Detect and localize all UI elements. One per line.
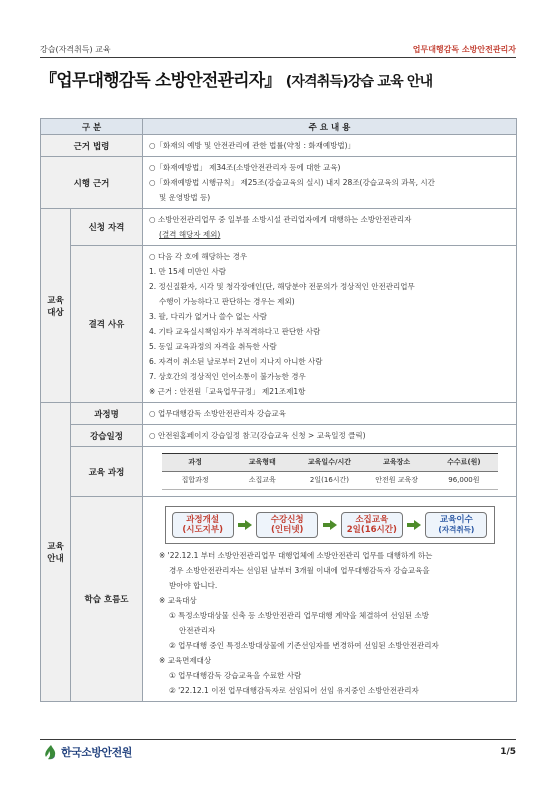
flow-target-title: ※ 교육대상 [159, 596, 197, 605]
flow-exempt-item: ② '22.12.1 이전 업무대행감독자로 선임되어 선임 유지중인 소방안전관리자 [169, 686, 419, 695]
header-content: 주 요 내 용 [143, 119, 517, 135]
flow-note-line: 경우 소방안전관리자는 선임된 날부터 3개월 이내에 업무대행감독자 강습교육을 [169, 566, 430, 575]
course-cell-value: 집합과정 [162, 472, 229, 490]
arrow-right-icon [238, 520, 252, 530]
flow-target-item: 안전관리자 [179, 626, 216, 635]
label-education-target [41, 209, 71, 403]
course-header-cell: 교육형태 [229, 454, 296, 472]
enforcement-line: 및 운영방법 등) [159, 193, 211, 202]
label-line: 안내 [47, 554, 64, 564]
title-sub: (자격취득)강습 교육 안내 [285, 74, 433, 90]
flow-step-subtitle: (자격취득) [438, 525, 475, 534]
disqualification-intro: ○ 다음 각 호에 해당하는 경우 [149, 252, 248, 261]
flow-step-course-open [172, 512, 234, 538]
row-disqualification [41, 246, 517, 403]
course-name-text: ○ 업무대행감독 소방안전관리자 강습교육 [143, 403, 517, 425]
row-course [41, 447, 517, 497]
disqualification-item: 1. 만 15세 미만인 사람 [149, 267, 226, 276]
table-header-row [41, 119, 517, 135]
enforcement-line: ○「화재예방법 시행규칙」 제25조(강습교육의 실시) 내지 28조(강습교육의 과목, 시간 [149, 178, 435, 187]
footer-divider [40, 739, 516, 740]
disqualification-item: 3. 팔, 다리가 없거나 쓸수 없는 사람 [149, 312, 268, 321]
row-basis-law [41, 135, 517, 157]
label-disqualification: 결격 사유 [71, 246, 143, 403]
qualification-cell [143, 209, 517, 246]
label-course: 교육 과정 [71, 447, 143, 497]
flow-step-subtitle: 2일(16시간) [346, 525, 397, 535]
flow-step-subtitle: (인터넷) [271, 525, 304, 535]
label-learning-flow: 학습 흐름도 [71, 497, 143, 702]
header-category: 구 분 [41, 119, 143, 135]
row-enforcement [41, 157, 517, 209]
disqualification-note: ※ 근거 : 안전원「교육업무규정」 제21조제1항 [149, 387, 306, 396]
schedule-text: ○ 안전원홈페이지 강습일정 참고(강습교육 신청 > 교육일정 클릭) [143, 425, 517, 447]
label-schedule: 강습일정 [71, 425, 143, 447]
arrow-right-icon [407, 520, 421, 530]
flow-step-title: 교육이수 [439, 515, 473, 525]
row-course-name [41, 403, 517, 425]
flow-exempt-title: ※ 교육면제대상 [159, 656, 212, 665]
disqualification-cell [143, 246, 517, 403]
enforcement-line: ○「화재예방법」 제34조(소방안전관리자 등에 대한 교육) [149, 163, 341, 172]
course-table-row [162, 472, 498, 490]
flow-step-completion [425, 512, 487, 538]
disqualification-item: 2. 정신질환자, 시각 및 청각장애인(단, 해당분야 전문의가 정상적인 안전관리업무 [149, 282, 415, 291]
disqualification-item: 수행이 가능하다고 판단하는 경우는 제외) [159, 297, 295, 306]
flow-exempt-item: ① 업무대행감독 강습교육을 수료한 사람 [169, 671, 302, 680]
course-header-cell: 수수료(원) [430, 454, 497, 472]
course-table [162, 453, 498, 490]
course-cell-value: 소집교육 [229, 472, 296, 490]
disqualification-item: 7. 상호간의 정상적인 언어소통이 불가능한 경우 [149, 372, 306, 381]
flow-step-title: 과정개설 [186, 515, 220, 525]
label-basis-law: 근거 법령 [41, 135, 143, 157]
flow-target-item: ① 특정소방대상물 신축 등 소방안전관리 업무대행 계약을 체결하여 선임된 소방 [169, 611, 430, 620]
header-left-text: 강습(자격취득) 교육 [40, 45, 111, 54]
disqualification-item: 4. 기타 교육실시책임자가 부적격하다고 판단한 사람 [149, 327, 321, 336]
flow-note-line: 받아야 합니다. [169, 581, 218, 590]
overview-table [40, 118, 517, 702]
course-cell-value: 2일(16시간) [296, 472, 363, 490]
disqualification-item: 5. 동일 교육과정의 자격을 취득한 사람 [149, 342, 277, 351]
label-line: 교육 [47, 542, 64, 552]
basis-law-text: ○「화재의 예방 및 안전관리에 관한 법률(약칭 : 화재예방법)」 [143, 135, 517, 157]
course-cell-value: 안전원 교육장 [363, 472, 430, 490]
page-number: 1/5 [500, 747, 516, 757]
qualification-line: (결격 해당자 제외) [159, 230, 221, 239]
document-title [40, 66, 516, 91]
enforcement-cell [143, 157, 517, 209]
disqualification-item: 6. 자격이 취소된 날로부터 2년이 지나지 아니한 사람 [149, 357, 323, 366]
learning-flow-diagram [165, 506, 495, 544]
header-right-text: 업무대행감독 소방안전관리자 [412, 45, 516, 54]
header-divider [40, 57, 516, 58]
logo-text: 한국소방안전원 [61, 746, 132, 759]
title-main: 『업무대행감독 소방안전관리자』 [40, 71, 281, 91]
course-header-cell: 교육장소 [363, 454, 430, 472]
label-qualification: 신청 자격 [71, 209, 143, 246]
flow-step-title: 소집교육 [355, 515, 389, 525]
course-header-cell: 과정 [162, 454, 229, 472]
learning-flow-cell [143, 497, 517, 702]
flow-step-title: 수강신청 [270, 515, 304, 525]
label-line: 대상 [47, 307, 64, 318]
flow-target-item: ② 업무대행 중인 특정소방대상물에 기존선임자를 변경하여 선임된 소방안전관리자 [169, 641, 439, 650]
flow-note-line: ※ '22.12.1 부터 소방안전관리업무 대행업체에 소방안전관리 업무를 대행하게 하는 [159, 551, 433, 560]
arrow-right-icon [323, 520, 337, 530]
course-cell [143, 447, 517, 497]
label-enforcement: 시행 근거 [41, 157, 143, 209]
qualification-line: ○ 소방안전관리업무 중 일부를 소방시설 관리업자에게 대행하는 소방안전관리자 [149, 215, 412, 224]
row-schedule [41, 425, 517, 447]
label-line: 교육 [47, 295, 64, 306]
label-course-name: 과정명 [71, 403, 143, 425]
organization-logo [44, 744, 132, 760]
course-header-cell: 교육일수/시간 [296, 454, 363, 472]
flow-step-subtitle: (시도지부) [182, 525, 223, 535]
row-qualification [41, 209, 517, 246]
flame-logo-icon [44, 745, 57, 760]
course-table-header [162, 454, 498, 472]
row-learning-flow [41, 497, 517, 702]
flow-step-registration [256, 512, 318, 538]
course-cell-value: 96,000원 [430, 472, 497, 490]
label-education-info [41, 403, 71, 702]
flow-step-training [341, 512, 403, 538]
